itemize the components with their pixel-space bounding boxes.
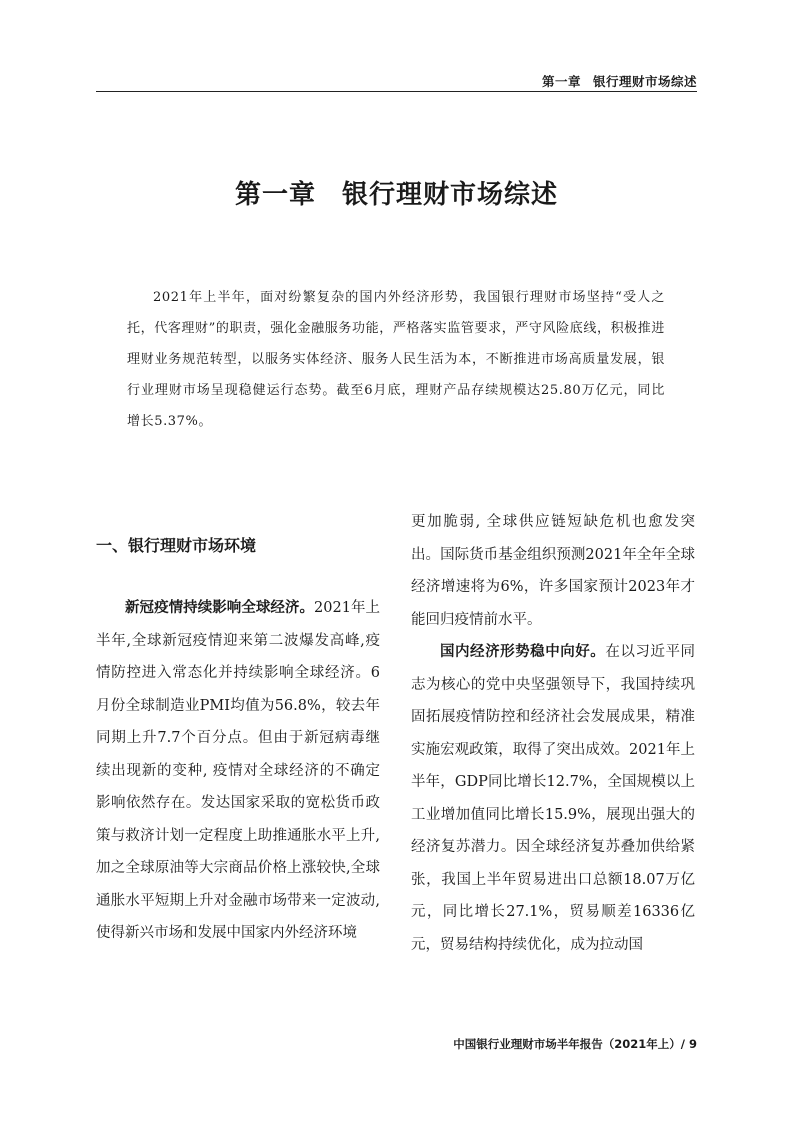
running-header-chapter-no: 第一章	[541, 74, 581, 89]
running-header	[542, 72, 697, 90]
chapter-title-number: 第一章	[234, 180, 316, 210]
intro-paragraph: 2021年上半年，面对纷繁复杂的国内外经济形势，我国银行理财市场坚持“受人之托，代客理财”的职责，强化金融服务功能，严格落实监管要求，严守风险底线，积极推进理财业务规范转型，以服务实体经济、服务人民生活为本，不断推进市场高质量发展，银行业理财市场呈现稳健运行态势。截至6月底，理财产品存续规模达25.80万亿元，同比增长5.37%。	[127, 290, 665, 429]
paragraph-lead: 新冠疫情持续影响全球经济。	[125, 599, 315, 616]
paragraph-lead: 国内经济形势稳中向好。	[440, 643, 606, 660]
chapter-title	[0, 174, 793, 211]
page-footer: 中国银行业理财市场半年报告（2021年上）/ 9	[453, 1037, 697, 1051]
paragraph-global-economy	[96, 592, 380, 950]
paragraph-global-economy-continued: 更加脆弱, 全球供应链短缺危机也愈发突出。国际货币基金组织预测2021年全年全球经济增速将为6%，许多国家预计2023年才能回归疫情前水平。	[411, 514, 695, 628]
right-column	[411, 506, 695, 961]
chapter-title-name: 银行理财市场综述	[342, 180, 559, 210]
left-column	[96, 530, 380, 950]
paragraph-domestic-economy	[411, 636, 695, 961]
running-header-chapter-name: 银行理财市场综述	[592, 74, 697, 89]
header-rule	[96, 91, 697, 92]
section-heading: 一、银行理财市场环境	[96, 536, 257, 555]
paragraph-text: 在以习近平同志为核心的党中央坚强领导下，我国持续巩固拓展疫情防控和经济社会发展成果，精准实施宏观政策，取得了突出成效。2021年上半年，GDP同比增长12.7%，全国规模以上工业增加值同比增长15.9%，展现出强大的经济复苏潜力。因全球经济复苏叠加供给紧张，我国上半年贸易进出口总额18.07万亿元，同比增长27.1%，贸易顺差16336亿元，贸易结构持续优化，成为拉动国	[411, 644, 695, 953]
paragraph-text: 2021年上半年,全球新冠疫情迎来第二波爆发高峰,疫情防控进入常态化并持续影响全球经济。6月份全球制造业PMI均值为56.8%，较去年同期上升7.7个百分点。但由于新冠病毒继续出现新的变种, 疫情对全球经济的不确定影响依然存在。发达国家采取的宽松货币政策与救济计划一定程度上助推通胀水平上升,加之全球原油等大宗商品价格上涨较快,全球通胀水平短期上升对金融市场带来一定波动,使得新兴市场和发展中国家内外经济环境	[96, 600, 380, 941]
